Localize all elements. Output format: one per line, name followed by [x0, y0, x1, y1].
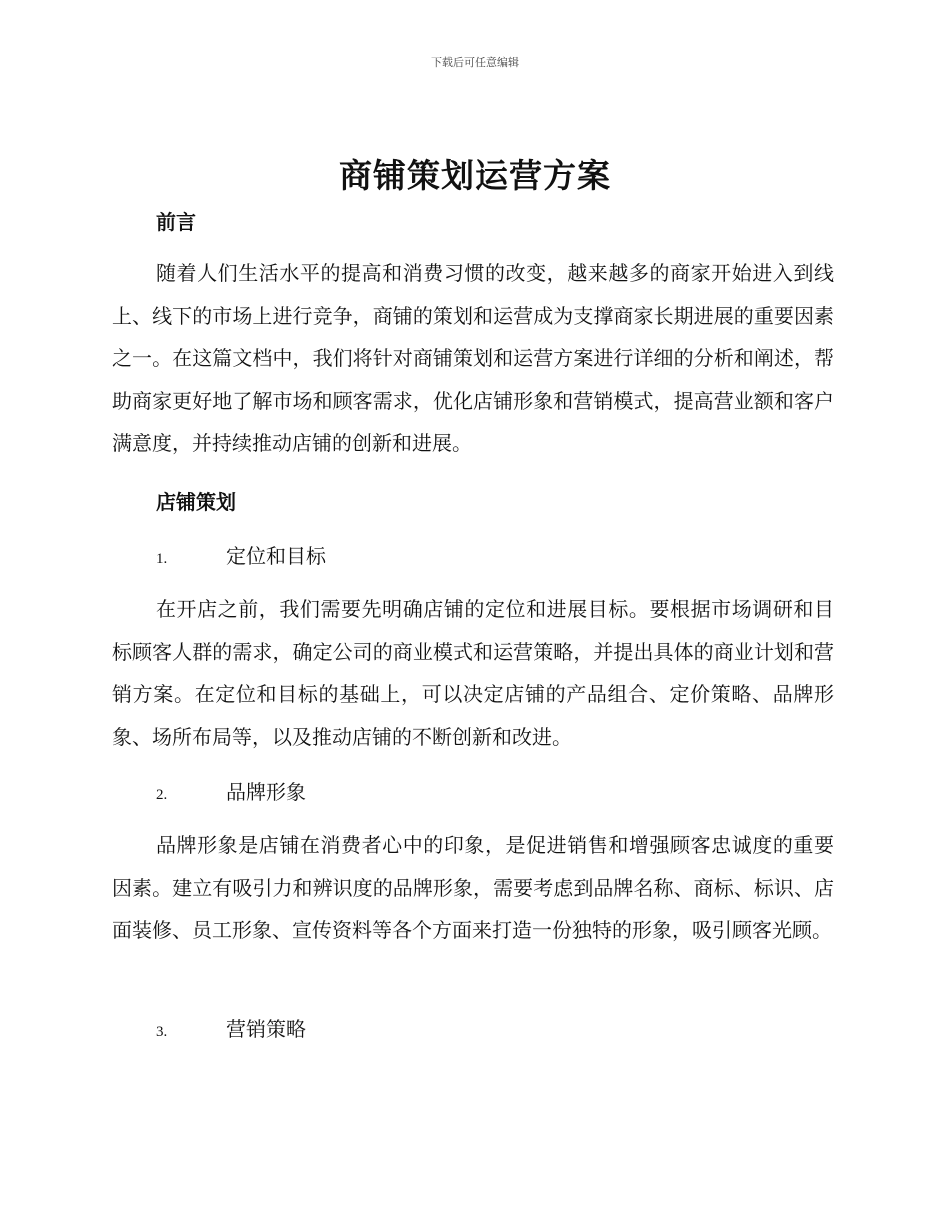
paragraph-preface: 随着人们生活水平的提高和消费习惯的改变，越来越多的商家开始进入到线上、线下的市场上进行竞争，商铺的策划和运营成为支撑商家长期进展的重要因素之一。在这篇文档中，我们将针对商铺策划和运营方案进行详细的分析和阐述，帮助商家更好地了解市场和顾客需求，优化店铺形象和营销模式，提高营业额和客户满意度，并持续推动店铺的创新和进展。 — [112, 261, 834, 456]
section-heading-preface: 前言 — [156, 210, 196, 234]
list-item-positioning — [156, 540, 326, 569]
paragraph-brand-image: 品牌形象是店铺在消费者心中的印象，是促进销售和增强顾客忠诚度的重要因素。建立有吸引力和辨识度的品牌形象，需要考虑到品牌名称、商标、标识、店面装修、员工形象、宣传资料等各个方面来打造一份独特的形象，吸引顾客光顾。 — [112, 833, 834, 943]
section-heading-store-planning: 店铺策划 — [156, 490, 236, 514]
header-note: 下载后可任意编辑 — [431, 56, 519, 69]
list-item-label: 定位和目标 — [226, 544, 326, 568]
paragraph-positioning: 在开店之前，我们需要先明确店铺的定位和进展目标。要根据市场调研和目标顾客人群的需求，确定公司的商业模式和运营策略，并提出具体的商业计划和营销方案。在定位和目标的基础上，可以决定店铺的产品组合、定价策略、品牌形象、场所布局等，以及推动店铺的不断创新和改进。 — [112, 597, 834, 749]
list-item-number: 2. — [156, 787, 168, 803]
list-item-label: 品牌形象 — [226, 780, 306, 804]
list-item-number: 3. — [156, 1024, 168, 1040]
list-item-marketing-strategy — [156, 1013, 306, 1042]
document-title: 商铺策划运营方案 — [339, 156, 611, 195]
list-item-number: 1. — [156, 551, 168, 567]
list-item-brand-image — [156, 776, 306, 805]
list-item-label: 营销策略 — [226, 1017, 306, 1041]
